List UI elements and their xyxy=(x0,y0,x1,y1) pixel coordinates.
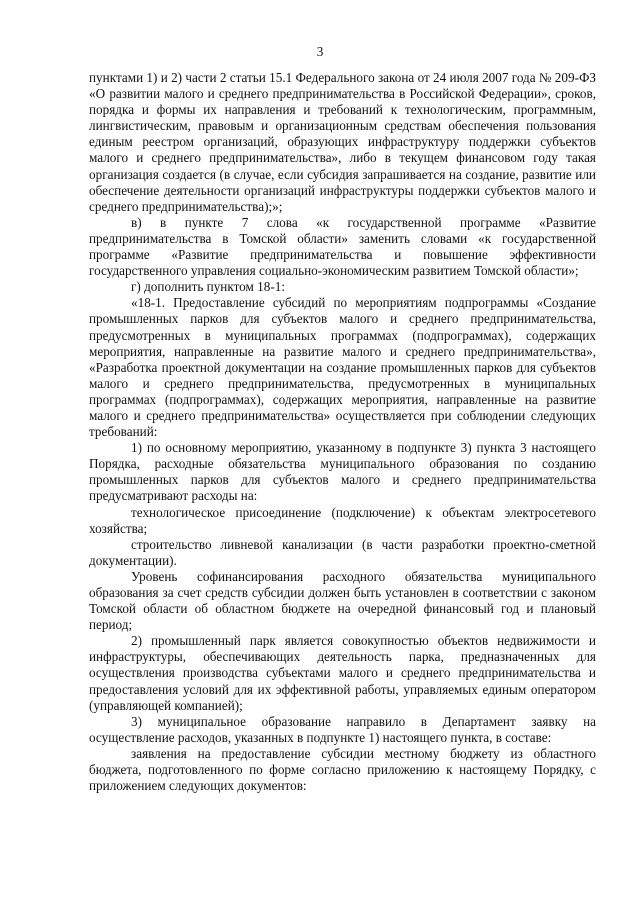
paragraph: г) дополнить пунктом 18-1: xyxy=(131,279,285,295)
paragraph: заявления на предоставление субсидии местному бюджету из областного бюджета, подготовленного по форме согласно приложению к настоящему Порядку, с приложением следующих документов: xyxy=(89,745,596,794)
paragraph: «18-1. Предоставление субсидий по мероприятиям подпрограммы «Создание промышленных парков для субъектов малого и среднего предпринимательства, предусмотренных в муниципальных программах (подпрограммах), содержащих мероприятия, направленные на развитие малого и среднего предпринимательства», «Разработка проектной документации на создание промышленных парков для субъектов малого и среднего предпринимательства, предусмотренных в муниципальных программах (подпрограммах), содержащих мероприятия, направленные на развитие малого и среднего предпринимательства» осуществляется при соблюдении следующих требований: xyxy=(89,295,596,440)
paragraph: в) в пункте 7 слова «к государственной программе «Развитие предпринимательства в Томской области» заменить словами «к государственной программе «Развитие предпринимательства и повышение эффективности государственного управления социально-экономическим развитием Томской области»; xyxy=(89,214,596,279)
paragraph: 1) по основному мероприятию, указанному в подпункте 3) пункта 3 настоящего Порядка, расходные обязательства муниципального образования по созданию промышленных парков для субъектов малого и среднего предпринимательства предусматривают расходы на: xyxy=(89,440,596,504)
document-body xyxy=(89,70,596,794)
paragraph: технологическое присоединение (подключение) к объектам электросетевого хозяйства; xyxy=(89,504,596,536)
paragraph: Уровень софинансирования расходного обязательства муниципального образования за счет средств субсидии должен быть установлен в соответствии с законом Томской области об областном бюджете на очередной финансовый год и плановый период; xyxy=(89,568,596,633)
paragraph: 3) муниципальное образование направило в Департамент заявку на осуществление расходов, указанных в подпункте 1) настоящего пункта, в составе: xyxy=(89,713,596,745)
page-number: 3 xyxy=(316,44,324,59)
paragraph: 2) промышленный парк является совокупностью объектов недвижимости и инфраструктуры, обеспечивающих деятельность парка, предназначенных для осуществления производства субъектами малого и среднего предпринимательства и предоставления условий для их эффективной работы, управляемых единым оператором (управляющей компанией); xyxy=(89,633,596,713)
paragraph: строительство ливневой канализации (в части разработки проектно-сметной документации). xyxy=(89,536,596,568)
paragraph: пунктами 1) и 2) части 2 статьи 15.1 Федерального закона от 24 июля 2007 года № 209-ФЗ «О развитии малого и среднего предпринимательства в Российской Федерации», сроков, порядка и формы их направления и требований к технологическим, программным, лингвистическим, правовым и организационным средствам обеспечения пользования единым реестром организаций, образующих инфраструктуру поддержки субъектов малого и среднего предпринимательства», либо в текущем финансовом году такая организация создается (в случае, если субсидия запрашивается на создание, развитие или обеспечение деятельности организаций инфраструктуры поддержки субъектов малого и среднего предпринимательства);»; xyxy=(89,70,596,214)
